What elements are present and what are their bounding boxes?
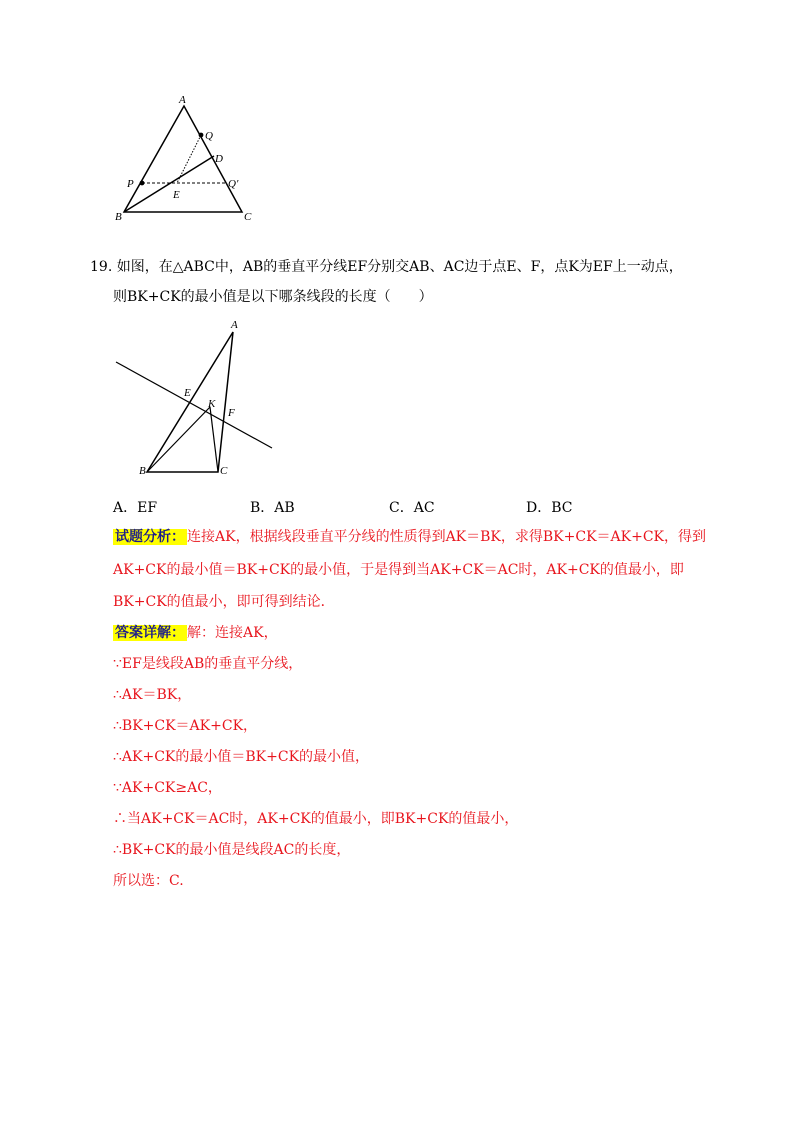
label-q-prime: Q′ [228,178,239,190]
option-d[interactable]: D．BC [526,500,573,516]
label-c2: C [220,465,228,477]
answer-options [113,497,673,517]
point-p [140,181,145,186]
segment-bd [124,156,214,212]
label-q: Q [205,130,213,142]
answer-step-6: ∴当AK+CK＝AC时，AK+CK的值最小，即BK+CK的值最小， [113,811,519,827]
answer-step-1: ∵EF是线段AB的垂直平分线， [113,656,303,672]
answer-step-3: ∴BK+CK＝AK+CK， [113,718,258,734]
label-b: B [115,211,122,223]
label-f: F [228,407,235,419]
triangle-abc-2 [147,332,233,472]
dotted-qe [177,135,201,183]
question-19-line-2 [113,287,433,307]
question-text-1: 如图，在△ABC中，AB的垂直平分线EF分别交AB、AC边于点E、F，点K为EF上一动点， [116,259,683,275]
line-ef [116,362,272,448]
analysis-line-2: AK+CK的最小值＝BK+CK的最小值，于是得到当AK+CK＝AC时，AK+CK的值最小，即 [113,562,684,578]
label-e: E [173,189,180,201]
analysis-line-3: BK+CK的值最小，即可得到结论． [113,594,335,610]
label-a: A [179,94,186,106]
analysis-line-1 [113,527,706,547]
question-number: 19. [90,259,113,275]
answer-conclusion: 所以选：C. [113,873,184,889]
answer-heading [113,623,278,643]
answer-step-5: ∵AK+CK≥AC， [113,780,222,796]
analysis-label: 试题分析： [115,529,185,545]
label-d: D [215,153,223,165]
answer-label: 答案详解： [115,625,185,641]
label-k: K [208,398,216,410]
answer-step-7: ∴BK+CK的最小值是线段AC的长度， [113,842,351,858]
label-e2: E [184,387,191,399]
triangle-figure-pq [112,92,262,224]
label-a2: A [231,319,238,331]
triangle-figure-ek [112,316,274,478]
point-q [199,133,204,138]
answer-intro: 解：连接AK， [187,625,278,641]
triangle-abc [124,106,242,212]
label-p: P [127,178,134,190]
label-c: C [244,211,252,223]
analysis-text-1: 连接AK，根据线段垂直平分线的性质得到AK＝BK，求得BK+CK＝AK+CK，得到 [187,529,707,545]
answer-step-2: ∴AK＝BK， [113,687,192,703]
segment-kc [210,407,218,472]
option-a[interactable]: A．EF [113,500,158,516]
segment-bk [147,407,210,472]
answer-step-4: ∴AK+CK的最小值＝BK+CK的最小值， [113,749,370,765]
question-text-2: 则BK+CK的最小值是以下哪条线段的长度（ ） [113,289,433,305]
label-b2: B [139,465,146,477]
question-19-line-1 [90,257,683,277]
option-c[interactable]: C．AC [389,500,435,516]
option-b[interactable]: B．AB [250,500,295,516]
